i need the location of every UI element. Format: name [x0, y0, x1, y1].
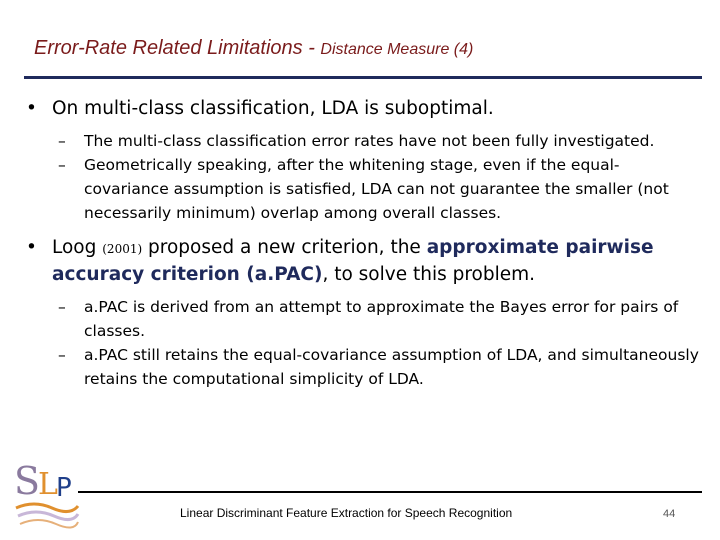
bullet-2-mid: proposed a new criterion, the — [142, 237, 427, 258]
bullet-2-sub-1-text: a.PAC is derived from an attempt to approximate the Bayes error for pairs of classes. — [84, 298, 679, 340]
title-divider — [24, 76, 702, 79]
bullet-1-sub-2-text: Geometrically speaking, after the whitening stage, even if the equal-covariance assumption is satisfied, LDA can not guarantee the smaller (not necessarily minimum) overlap among overall classes. — [84, 156, 669, 222]
bullet-2-post: , to solve this problem. — [322, 264, 536, 285]
logo-letter-l: L — [38, 467, 58, 502]
dash-icon: – — [58, 298, 66, 316]
bullet-1-text: On multi-class classification, LDA is suboptimal. — [52, 98, 494, 119]
bullet-2 — [26, 235, 702, 287]
logo-wave-3 — [20, 520, 78, 528]
bullet-2-highlight: approximate pairwise accuracy criterion (a.PAC) — [52, 237, 654, 285]
bullet-1 — [26, 96, 702, 121]
logo-letter-s: S — [14, 459, 41, 503]
dash-icon: – — [58, 132, 66, 150]
dash-icon: – — [58, 346, 66, 364]
dash-icon: – — [58, 156, 66, 174]
footer-text: Linear Discriminant Feature Extraction for Speech Recognition — [180, 506, 513, 520]
slide-title-main: Error-Rate Related Limitations - — [34, 37, 321, 59]
bullet-2-sub-2 — [26, 343, 702, 391]
bullet-2-sub-2-text: a.PAC still retains the equal-covariance assumption of LDA, and simultaneously retains the computational simplicity of LDA. — [84, 346, 699, 388]
footer-divider — [78, 491, 702, 493]
logo-wave-2 — [18, 512, 78, 520]
bullet-2-sub-1 — [26, 295, 702, 343]
bullet-2-citation: (2001) — [102, 242, 143, 256]
bullet-dot-icon: • — [26, 98, 37, 119]
slp-logo — [12, 458, 82, 530]
page-number: 44 — [663, 508, 676, 520]
logo-letter-p: P — [56, 473, 72, 503]
bullet-1-sub-1-text: The multi-class classification error rates have not been fully investigated. — [84, 132, 655, 150]
slide-title — [34, 37, 473, 60]
slide-body — [26, 96, 702, 391]
bullet-1-sub-1 — [26, 129, 702, 153]
bullet-2-pre: Loog — [52, 237, 103, 258]
logo-wave-1 — [16, 504, 78, 512]
slide-title-sub: Distance Measure (4) — [320, 41, 474, 58]
bullet-1-sub-2 — [26, 153, 702, 225]
bullet-dot-icon: • — [26, 237, 37, 258]
